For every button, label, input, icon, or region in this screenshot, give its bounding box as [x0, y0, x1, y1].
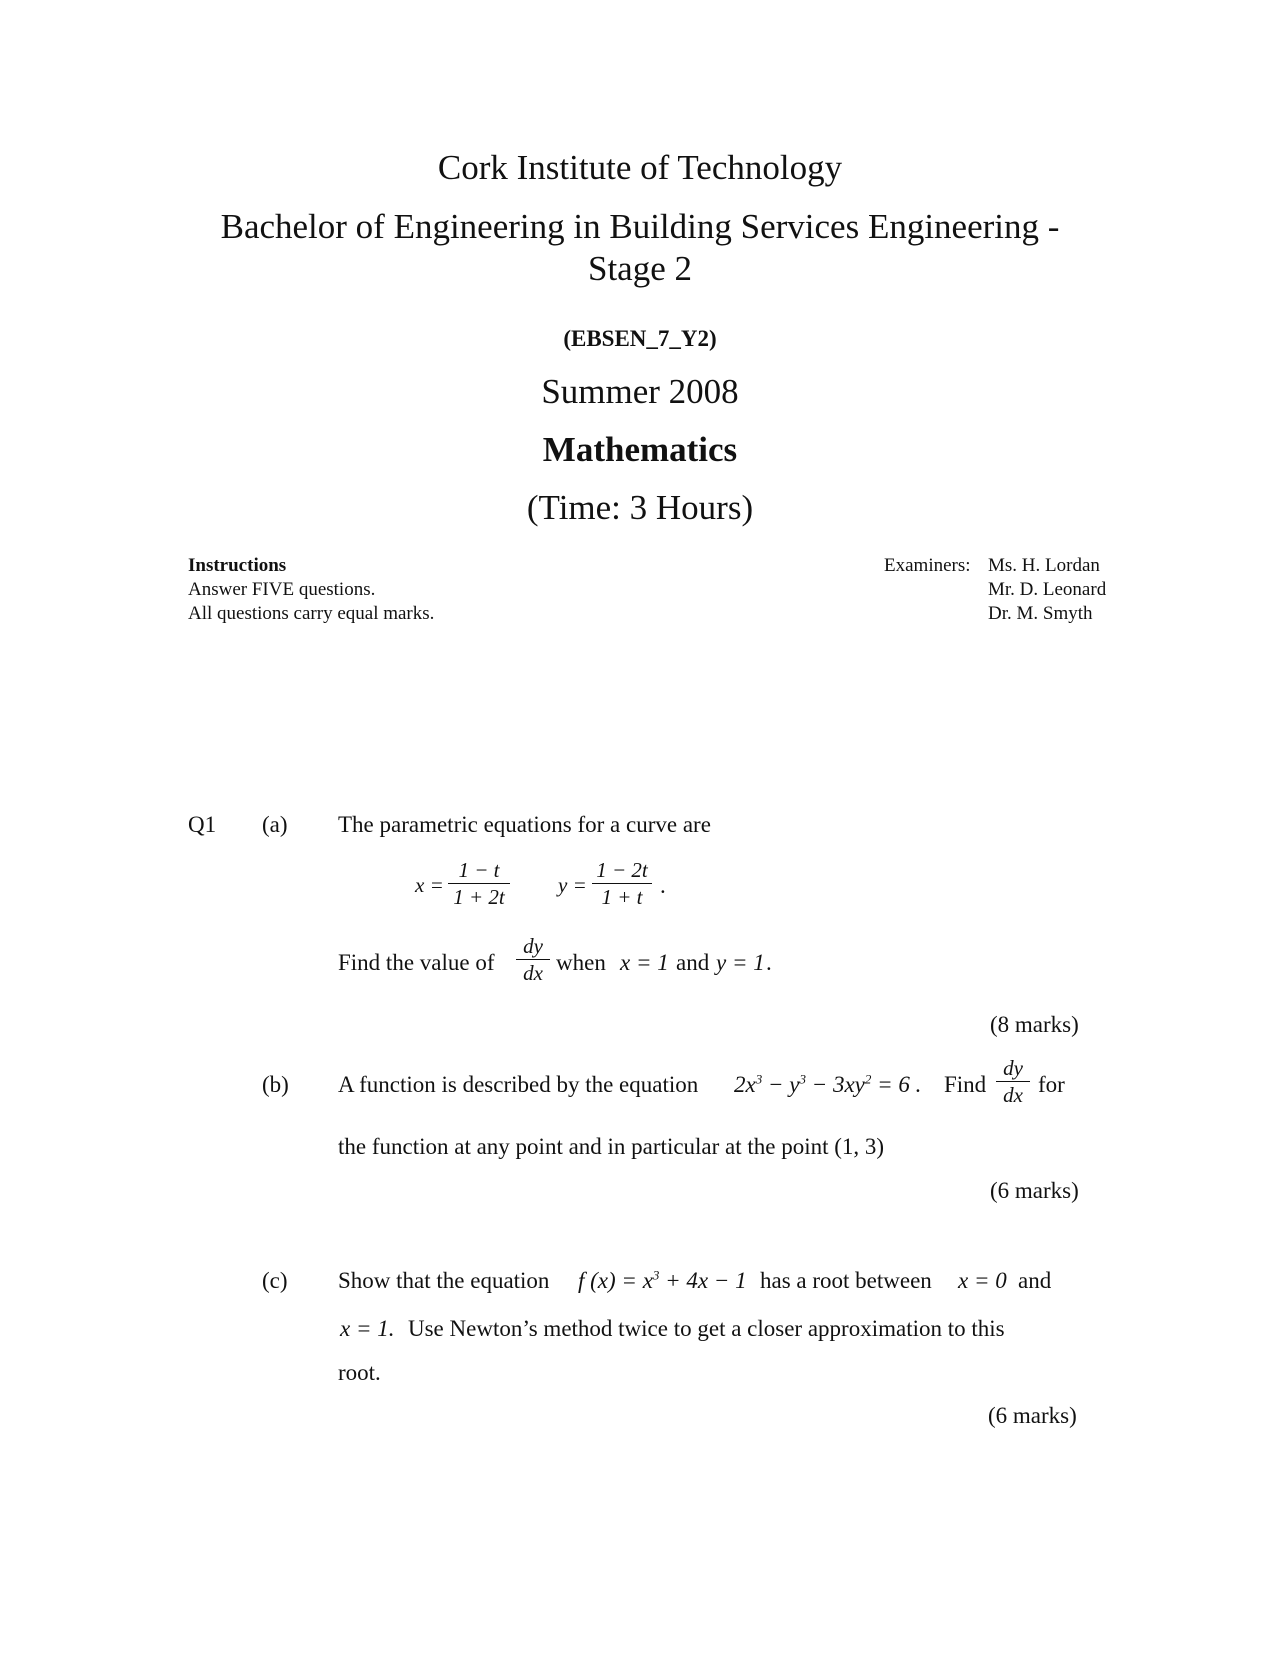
dydx-fraction: [516, 933, 550, 986]
eq-term: − y: [762, 1072, 800, 1097]
x-denominator: 1 + 2t: [453, 885, 505, 909]
y-numerator: 1 − 2t: [592, 857, 652, 884]
part-a-intro: The parametric equations for a curve are: [338, 812, 711, 837]
dx-denominator: dx: [1003, 1083, 1023, 1107]
instruction-line: All questions carry equal marks.: [188, 603, 435, 624]
dy-numerator: dy: [516, 933, 550, 960]
dx-denominator: dx: [523, 961, 543, 985]
examiners-list: [988, 554, 1106, 626]
part-c-label: (c): [262, 1268, 288, 1293]
course-code: (EBSEN_7_Y2): [563, 326, 717, 351]
examiner-name: Ms. H. Lordan: [988, 555, 1100, 576]
programme-line-2: Stage 2: [587, 249, 692, 288]
part-b-equation: [734, 1072, 921, 1098]
y-fraction: [592, 857, 652, 910]
and-word: and: [676, 950, 710, 975]
eq-term: − 3xy: [805, 1072, 865, 1097]
part-a-label: (a): [262, 812, 288, 837]
examiner-name: Dr. M. Smyth: [988, 603, 1093, 624]
instruction-line: Answer FIVE questions.: [188, 579, 376, 600]
exam-duration: (Time: 3 Hours): [526, 488, 754, 527]
f-exponent: 3: [652, 1267, 660, 1283]
programme-line-1: Bachelor of Engineering in Building Services Engineering -: [220, 207, 1060, 246]
equation-period: .: [660, 873, 666, 898]
part-c-line-3: root.: [338, 1360, 381, 1385]
part-b-marks: (6 marks): [990, 1178, 1079, 1203]
find-word: Find: [944, 1072, 987, 1097]
part-a-marks: (8 marks): [990, 1012, 1079, 1037]
part-a-find-text: Find the value of: [338, 950, 495, 975]
instructions-block: [188, 554, 434, 626]
x-numerator: 1 − t: [448, 857, 510, 884]
dydx-fraction: [996, 1055, 1030, 1108]
when-word: when: [556, 950, 606, 975]
part-c-marks: (6 marks): [988, 1403, 1077, 1428]
part-c-text: Show that the equation: [338, 1268, 550, 1293]
dy-numerator: dy: [996, 1055, 1030, 1082]
eq-term: = 6 .: [871, 1072, 922, 1097]
eq-exponent: 3: [755, 1071, 763, 1087]
condition-y: y = 1: [716, 950, 765, 975]
x-fraction: [448, 857, 510, 910]
eq-exponent: 3: [799, 1071, 806, 1087]
part-c-function: [578, 1268, 747, 1294]
subject-title: Mathematics: [542, 430, 738, 469]
eq-exponent: 2: [864, 1071, 872, 1087]
part-b-label: (b): [262, 1072, 289, 1097]
part-b-text: A function is described by the equation: [338, 1072, 699, 1097]
condition-x0: x = 0: [958, 1268, 1007, 1293]
part-b-line-2: the function at any point and in particular at the point (1, 3): [338, 1134, 885, 1159]
y-lhs: y =: [558, 873, 587, 897]
examiner-name: Mr. D. Leonard: [988, 579, 1107, 600]
exam-session: Summer 2008: [541, 372, 739, 411]
eq-term: 2x: [734, 1072, 756, 1097]
condition-x1: x = 1.: [340, 1316, 395, 1341]
y-denominator: 1 + t: [601, 885, 643, 909]
sentence-end: .: [766, 950, 772, 975]
programme-title: [0, 206, 1280, 290]
part-c-line-2: Use Newton’s method twice to get a closer approximation to this: [408, 1316, 1005, 1341]
condition-x: x = 1: [620, 950, 669, 975]
part-c-text-mid: has a root between: [760, 1268, 932, 1293]
instructions-title: Instructions: [188, 555, 287, 576]
examiners-label: Examiners:: [884, 555, 971, 576]
f-term: f (x) = x: [578, 1268, 653, 1293]
institute-title: Cork Institute of Technology: [437, 148, 843, 187]
question-number: Q1: [188, 812, 217, 837]
f-term: + 4x − 1: [659, 1268, 747, 1293]
for-word: for: [1038, 1072, 1065, 1097]
and-word: and: [1018, 1268, 1052, 1293]
x-lhs: x =: [415, 873, 444, 897]
